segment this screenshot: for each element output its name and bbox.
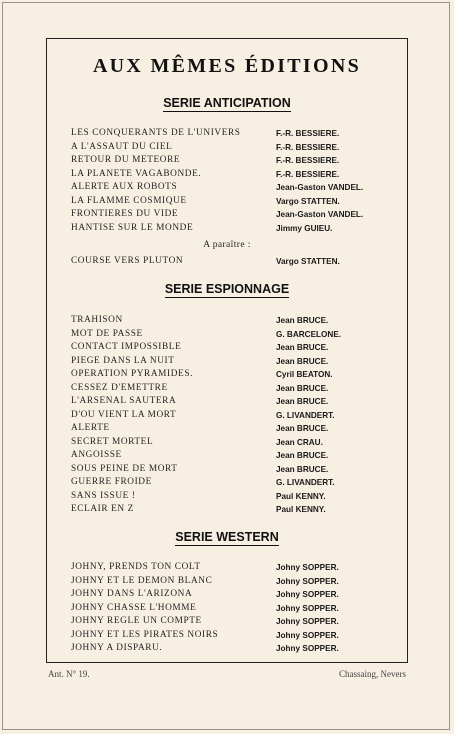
- list-item: [71, 181, 397, 194]
- list-item: [71, 168, 397, 181]
- book-author: Vargo STATTEN.: [276, 196, 340, 206]
- book-author: Johny SOPPER.: [276, 630, 339, 640]
- list-item: [71, 463, 397, 476]
- book-title: LES CONQUERANTS DE L'UNIVERS: [71, 128, 241, 138]
- book-author: Johny SOPPER.: [276, 576, 339, 586]
- list-item: [71, 642, 397, 655]
- book-author: G. LIVANDERT.: [276, 410, 335, 420]
- list-item: [71, 588, 397, 601]
- list-item: [71, 490, 397, 503]
- book-title: JOHNY, PRENDS TON COLT: [71, 562, 201, 572]
- list-item: [71, 314, 397, 327]
- list-item: [71, 503, 397, 516]
- book-title: RETOUR DU METEORE: [71, 155, 181, 165]
- book-title: ALERTE: [71, 423, 110, 433]
- book-author: Jean BRUCE.: [276, 356, 329, 366]
- book-author: F.-R. BESSIERE.: [276, 142, 340, 152]
- list-item: [71, 395, 397, 408]
- list-item: [71, 255, 397, 268]
- book-author: Jean BRUCE.: [276, 343, 329, 352]
- book-title: JOHNY REGLE UN COMPTE: [71, 616, 202, 626]
- book-title: L'ARSENAL SAUTERA: [71, 396, 177, 406]
- footer-printer: Chassaing, Nevers: [339, 669, 406, 679]
- book-title: JOHNY CHASSE L'HOMME: [71, 602, 197, 613]
- book-title: JOHNY DANS L'ARIZONA: [71, 589, 193, 599]
- book-author: F.-R. BESSIERE.: [276, 129, 340, 138]
- book-author: Johny SOPPER.: [276, 603, 339, 613]
- book-author: G. LIVANDERT.: [276, 478, 335, 487]
- section-heading-anticipation: SERIE ANTICIPATION: [163, 96, 291, 110]
- footer-volume-number: Ant. N° 19.: [48, 669, 90, 679]
- book-title: JOHNY A DISPARU.: [71, 643, 163, 653]
- book-author: Jean BRUCE.: [276, 316, 329, 325]
- list-item: [71, 561, 397, 574]
- book-title: SECRET MORTEL: [71, 436, 154, 447]
- book-author: Jean BRUCE.: [276, 397, 329, 406]
- book-title: LA PLANETE VAGABONDE.: [71, 168, 202, 179]
- book-title: GUERRE FROIDE: [71, 477, 152, 487]
- book-title: HANTISE SUR LE MONDE: [71, 222, 194, 233]
- list-item: [71, 222, 397, 235]
- list-item: [71, 328, 397, 341]
- list-item: [71, 615, 397, 628]
- book-author: G. BARCELONE.: [276, 329, 342, 339]
- book-author: Paul KENNY.: [276, 505, 326, 514]
- list-item: [71, 476, 397, 489]
- section-heading-western: SERIE WESTERN: [175, 530, 279, 544]
- book-title: CONTACT IMPOSSIBLE: [71, 342, 182, 352]
- book-author: Jean BRUCE.: [276, 383, 329, 393]
- book-title: SANS ISSUE !: [71, 490, 136, 501]
- book-title: D'OU VIENT LA MORT: [71, 409, 177, 420]
- book-author: Paul KENNY.: [276, 491, 326, 501]
- book-title: TRAHISON: [71, 315, 123, 325]
- book-title: MOT DE PASSE: [71, 328, 143, 339]
- book-title: ECLAIR EN Z: [71, 504, 134, 514]
- book-title: A L'ASSAUT DU CIEL: [71, 141, 173, 152]
- book-title: CESSEZ D'EMETTRE: [71, 382, 168, 393]
- list-item: [71, 208, 397, 221]
- book-author: Johny SOPPER.: [276, 617, 339, 626]
- book-author: Jean-Gaston VANDEL.: [276, 210, 364, 219]
- book-author: F.-R. BESSIERE.: [276, 169, 340, 179]
- book-author: Jean BRUCE.: [276, 451, 329, 460]
- list-item: [71, 422, 397, 435]
- book-title: FRONTIERES DU VIDE: [71, 209, 179, 219]
- list-item: [71, 195, 397, 208]
- book-author: Jean BRUCE.: [276, 464, 329, 474]
- book-title: SOUS PEINE DE MORT: [71, 463, 178, 474]
- list-item: [71, 141, 397, 154]
- book-title: ANGOISSE: [71, 450, 122, 460]
- book-author: Cyril BEATON.: [276, 370, 333, 379]
- book-author: Johny SOPPER.: [276, 590, 339, 599]
- book-title: COURSE VERS PLUTON: [71, 256, 184, 266]
- book-author: Jean CRAU.: [276, 437, 323, 447]
- list-item: [71, 602, 397, 615]
- book-author: Johny SOPPER.: [276, 644, 339, 653]
- page-title: AUX MÊMES ÉDITIONS: [92, 55, 362, 77]
- book-author: F.-R. BESSIERE.: [276, 156, 340, 165]
- list-item: [71, 341, 397, 354]
- book-author: Jimmy GUIEU.: [276, 223, 333, 233]
- book-author: Jean-Gaston VANDEL.: [276, 183, 364, 192]
- forthcoming-label: A paraître :: [203, 240, 251, 250]
- catalog-frame: [46, 38, 408, 663]
- list-item: [71, 382, 397, 395]
- book-author: Jean BRUCE.: [276, 424, 329, 433]
- list-item: [71, 436, 397, 449]
- book-title: OPERATION PYRAMIDES.: [71, 369, 194, 379]
- book-title: LA FLAMME COSMIQUE: [71, 195, 187, 206]
- book-title: ALERTE AUX ROBOTS: [71, 182, 178, 192]
- list-item: [71, 154, 397, 167]
- list-item: [71, 127, 397, 140]
- list-item: [71, 368, 397, 381]
- book-title: JOHNY ET LE DEMON BLANC: [71, 575, 213, 586]
- book-title: PIEGE DANS LA NUIT: [71, 355, 175, 366]
- book-author: Vargo STATTEN.: [276, 257, 340, 266]
- book-author: Johny SOPPER.: [276, 563, 339, 572]
- book-title: JOHNY ET LES PIRATES NOIRS: [71, 629, 219, 640]
- section-heading-espionnage: SERIE ESPIONNAGE: [164, 282, 290, 296]
- list-item: [71, 409, 397, 422]
- list-item: [71, 355, 397, 368]
- list-item: [71, 449, 397, 462]
- list-item: [71, 629, 397, 642]
- list-item: [71, 575, 397, 588]
